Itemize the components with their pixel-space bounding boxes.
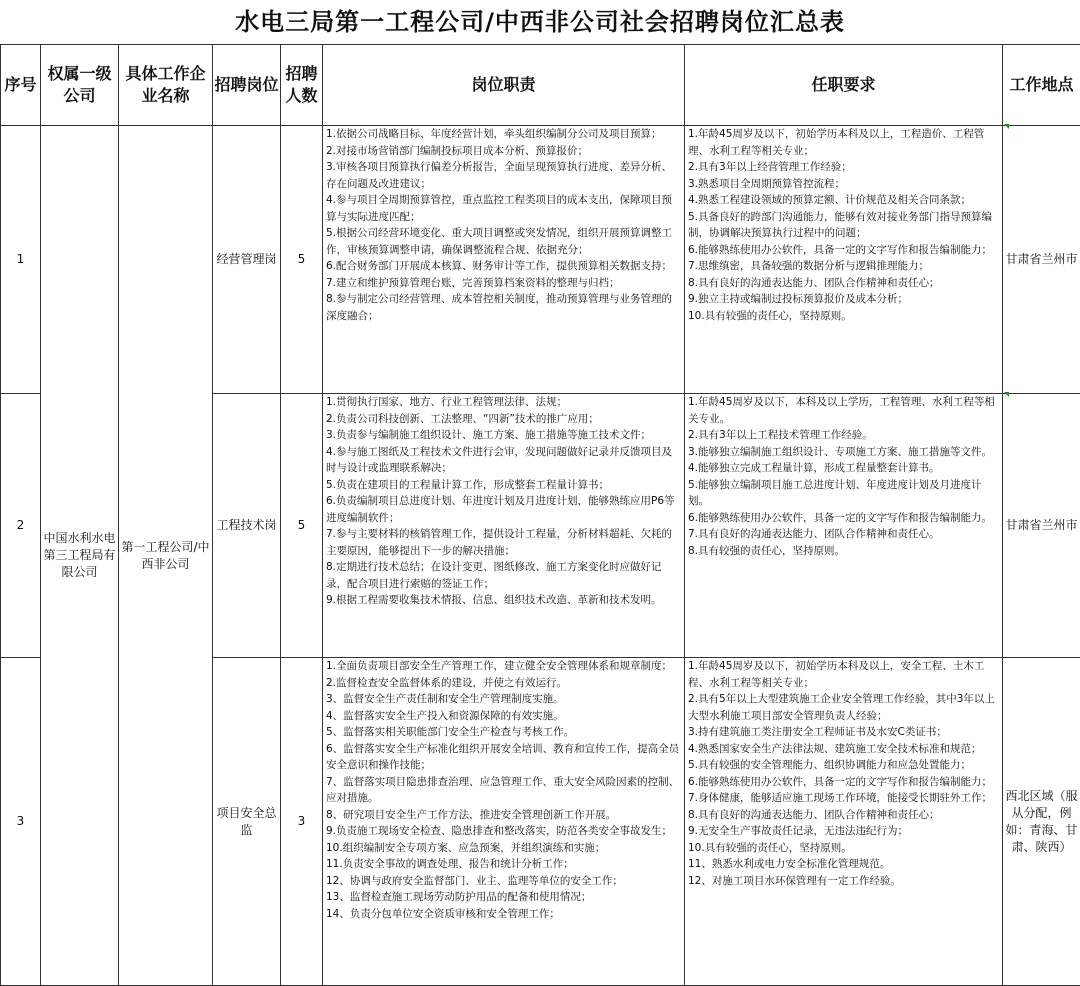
row-position: 工程技术岗 bbox=[213, 394, 281, 658]
table-row bbox=[1, 126, 1080, 394]
cell-marker-icon bbox=[1004, 124, 1009, 129]
row-duties bbox=[323, 394, 685, 658]
header-company-l1: 权属一级公司 bbox=[41, 45, 119, 126]
list-item: 11、熟悉水利或电力安全标准化管理规范。 bbox=[688, 858, 891, 870]
list-item: 8.具有较强的责任心，坚持原则。 bbox=[688, 544, 846, 557]
list-item: 2.具有3年以上工程技术管理工作经验。 bbox=[688, 429, 873, 441]
list-item: 5.具有较强的安全管理能力、组织协调能力和应急处置能力； bbox=[688, 759, 972, 771]
list-item: 9.无安全生产事故责任记录，无违法违纪行为； bbox=[688, 825, 909, 837]
list-item: 3.持有建筑施工类注册安全工程师证书及水安C类证书； bbox=[688, 726, 947, 738]
list-item: 2.具有3年以上经营管理工作经验； bbox=[688, 161, 852, 173]
list-item: 12、对施工项目水环保管理有一定工作经验。 bbox=[688, 874, 901, 887]
list-item: 9.负责施工现场安全检查、隐患排查和整改落实，防范各类安全事故发生； bbox=[326, 825, 673, 837]
row-seq: 1 bbox=[1, 126, 41, 394]
list-item: 7.参与主要材料的核销管理工作，提供设计工程量，分析材料超耗、欠耗的主要原因，能够提出下一步的解决措施； bbox=[326, 528, 673, 557]
list-item: 4、监督落实安全生产投入和资源保障的有效实施。 bbox=[326, 709, 564, 722]
row-position: 经营管理岗 bbox=[213, 126, 281, 394]
list-item: 5.能够独立编制项目施工总进度计划、年度进度计划及月进度计划。 bbox=[688, 478, 982, 507]
list-item: 2.负责公司科技创新、工法整理、“四新”技术的推广应用； bbox=[326, 412, 599, 425]
row-count: 5 bbox=[281, 394, 323, 658]
list-item: 1.贯彻执行国家、地方、行业工程管理法律、法规； bbox=[326, 396, 568, 408]
header-requirements: 任职要求 bbox=[685, 45, 1003, 126]
header-seq: 序号 bbox=[1, 45, 41, 126]
list-item: 1.年龄45周岁及以下，初始学历本科及以上，安全工程、土木工程、水利工程等相关专业； bbox=[688, 660, 985, 689]
list-item: 3、监督安全生产责任制和安全生产管理制度实施。 bbox=[326, 693, 564, 705]
list-item: 10.具有较强的责任心，坚持原则。 bbox=[688, 309, 852, 322]
list-item: 1.依据公司战略目标、年度经营计划，牵头组织编制分公司及项目预算； bbox=[326, 128, 662, 140]
list-item: 1.年龄45周岁及以下，初始学历本科及以上，工程造价、工程管理、水利工程等相关专业； bbox=[688, 128, 985, 157]
header-row bbox=[1, 45, 1080, 126]
header-position: 招聘岗位 bbox=[213, 45, 281, 126]
list-item: 13、监督检查施工现场劳动防护用品的配备和使用情况； bbox=[326, 891, 592, 903]
list-item: 4.熟悉国家安全生产法律法规、建筑施工安全技术标准和规范； bbox=[688, 742, 982, 755]
list-item: 2.具有5年以上大型建筑施工企业安全管理工作经验，其中3年以上大型水利施工项目部安全管理负责人经验； bbox=[688, 693, 995, 722]
page-title: 水电三局第一工程公司/中西非公司社会招聘岗位汇总表 bbox=[235, 8, 845, 36]
header-duties: 岗位职责 bbox=[323, 45, 685, 126]
row-duties bbox=[323, 126, 685, 394]
header-company-detail: 具体工作企业名称 bbox=[119, 45, 213, 126]
list-item: 8.具有良好的沟通表达能力、团队合作精神和责任心； bbox=[688, 808, 940, 821]
list-item: 14、负责分包单位安全资质审核和安全管理工作； bbox=[326, 907, 560, 920]
list-item: 2.对接市场营销部门编制投标项目成本分析、预算报价； bbox=[326, 144, 589, 157]
row-seq: 2 bbox=[1, 394, 41, 658]
header-count: 招聘人数 bbox=[281, 45, 323, 126]
list-item: 1.年龄45周岁及以下，本科及以上学历，工程管理、水利工程等相关专业。 bbox=[688, 396, 995, 425]
list-item: 4.能够独立完成工程量计算，形成工程量整套计算书。 bbox=[688, 462, 940, 474]
list-item: 11.负责安全事故的调查处理、报告和统计分析工作； bbox=[326, 858, 574, 870]
list-item: 10.组织编制安全专项方案、应急预案，并组织演练和实施； bbox=[326, 841, 606, 854]
list-item: 9.根据工程需要收集技术情报、信息、组织技术改造、革新和技术发明。 bbox=[326, 594, 662, 606]
row-duties bbox=[323, 658, 685, 986]
list-item: 6.能够熟练使用办公软件，具备一定的文字写作和报告编制能力； bbox=[688, 243, 993, 256]
row-location: 西北区域（服从分配，例如：青海、甘肃、陕西） bbox=[1003, 658, 1080, 986]
list-item: 1.全面负责项目部安全生产管理工作，建立健全安全管理体系和规章制度； bbox=[326, 660, 673, 672]
list-item: 6.配合财务部门开展成本核算、财务审计等工作，提供预算相关数据支持； bbox=[326, 260, 673, 272]
list-item: 8.具有良好的沟通表达能力、团队合作精神和责任心； bbox=[688, 276, 940, 289]
cell-marker-icon bbox=[1004, 392, 1009, 397]
list-item: 5.具备良好的跨部门沟通能力，能够有效对接业务部门指导预算编制，协调解决预算执行过程中的问题； bbox=[688, 210, 993, 239]
list-item: 8.参与制定公司经营管理、成本管控相关制度，推动预算管理与业务管理的深度融合； bbox=[326, 293, 673, 322]
recruitment-table bbox=[0, 44, 1080, 986]
list-item: 7.思维缜密，具备较强的数据分析与逻辑推理能力； bbox=[688, 260, 930, 272]
row-requirements bbox=[685, 658, 1003, 986]
list-item: 5.根据公司经营环境变化、重大项目调整或突发情况，组织开展预算调整工作，审核预算调整申请，确保调整流程合规、依据充分； bbox=[326, 227, 673, 256]
company-l1-cell: 中国水利水电第三工程局有限公司 bbox=[41, 126, 119, 986]
list-item: 3.审核各项目预算执行偏差分析报告，全面呈现预算执行进度、差异分析、存在问题及改进建议； bbox=[326, 161, 673, 190]
list-item: 8.定期进行技术总结；在设计变更、图纸修改、施工方案变化时应做好记录，配合项目进行索赔的签证工作； bbox=[326, 561, 662, 590]
list-item: 5、监督落实相关职能部门安全生产检查与考核工作。 bbox=[326, 726, 575, 738]
row-requirements bbox=[685, 126, 1003, 394]
list-item: 4.参与项目全周期预算管控，重点监控工程类项目的成本支出，保障项目预算与实际进度匹配； bbox=[326, 194, 673, 223]
row-position: 项目安全总监 bbox=[213, 658, 281, 986]
company-detail-cell: 第一工程公司/中西非公司 bbox=[119, 126, 213, 986]
row-seq: 3 bbox=[1, 658, 41, 986]
row-count: 3 bbox=[281, 658, 323, 986]
list-item: 6.能够熟练使用办公软件，具备一定的文字写作和报告编制能力； bbox=[688, 775, 993, 788]
list-item: 12、协调与政府安全监督部门、业主、监理等单位的安全工作； bbox=[326, 874, 623, 887]
list-item: 8、研究项目安全生产工作方法，推进安全管理创新工作开展。 bbox=[326, 808, 617, 821]
row-location: 甘肃省兰州市 bbox=[1003, 126, 1080, 394]
list-item: 7.建立和维护预算管理台账，完善预算档案资料的整理与归档； bbox=[326, 276, 620, 289]
list-item: 5.负责在建项目的工程量计算工作，形成整套工程量计算书； bbox=[326, 478, 610, 491]
list-item: 3.能够独立编制施工组织设计、专项施工方案、施工措施等文件。 bbox=[688, 445, 993, 458]
list-item: 4.熟悉工程建设领域的预算定额、计价规范及相关合同条款； bbox=[688, 194, 972, 206]
list-item: 3.负责参与编制施工组织设计、施工方案、施工措施等施工技术文件； bbox=[326, 429, 652, 441]
list-item: 9.独立主持或编制过投标预算报价及成本分析； bbox=[688, 293, 909, 305]
row-count: 5 bbox=[281, 126, 323, 394]
list-item: 7.身体健康，能够适应施工现场工作环境，能接受长期驻外工作； bbox=[688, 792, 993, 804]
header-location: 工作地点 bbox=[1003, 45, 1080, 126]
list-item: 2.监督检查安全监督体系的建设，并使之有效运行。 bbox=[326, 676, 568, 689]
list-item: 3.熟悉项目全周期预算管控流程； bbox=[688, 177, 846, 190]
list-item: 4.参与施工图纸及工程技术文件进行会审，发现问题做好记录并反馈项目及时与设计或监理联系解决； bbox=[326, 445, 673, 474]
row-location: 甘肃省兰州市 bbox=[1003, 394, 1080, 658]
list-item: 6.负责编制项目总进度计划、年进度计划及月进度计划，能够熟练应用P6等进度编制软件； bbox=[326, 495, 675, 524]
list-item: 6.能够熟练使用办公软件，具备一定的文字写作和报告编制能力。 bbox=[688, 511, 993, 524]
list-item: 7、监督落实项目隐患排查治理、应急管理工作、重大安全风险因素的控制、应对措施。 bbox=[326, 775, 680, 804]
list-item: 6、监督落实安全生产标准化组织开展安全培训、教育和宣传工作，提高全员安全意识和操作技能； bbox=[326, 742, 680, 771]
list-item: 7.具有良好的沟通表达能力、团队合作精神和责任心。 bbox=[688, 528, 940, 540]
list-item: 10.具有较强的责任心，坚持原则。 bbox=[688, 841, 852, 854]
row-requirements bbox=[685, 394, 1003, 658]
